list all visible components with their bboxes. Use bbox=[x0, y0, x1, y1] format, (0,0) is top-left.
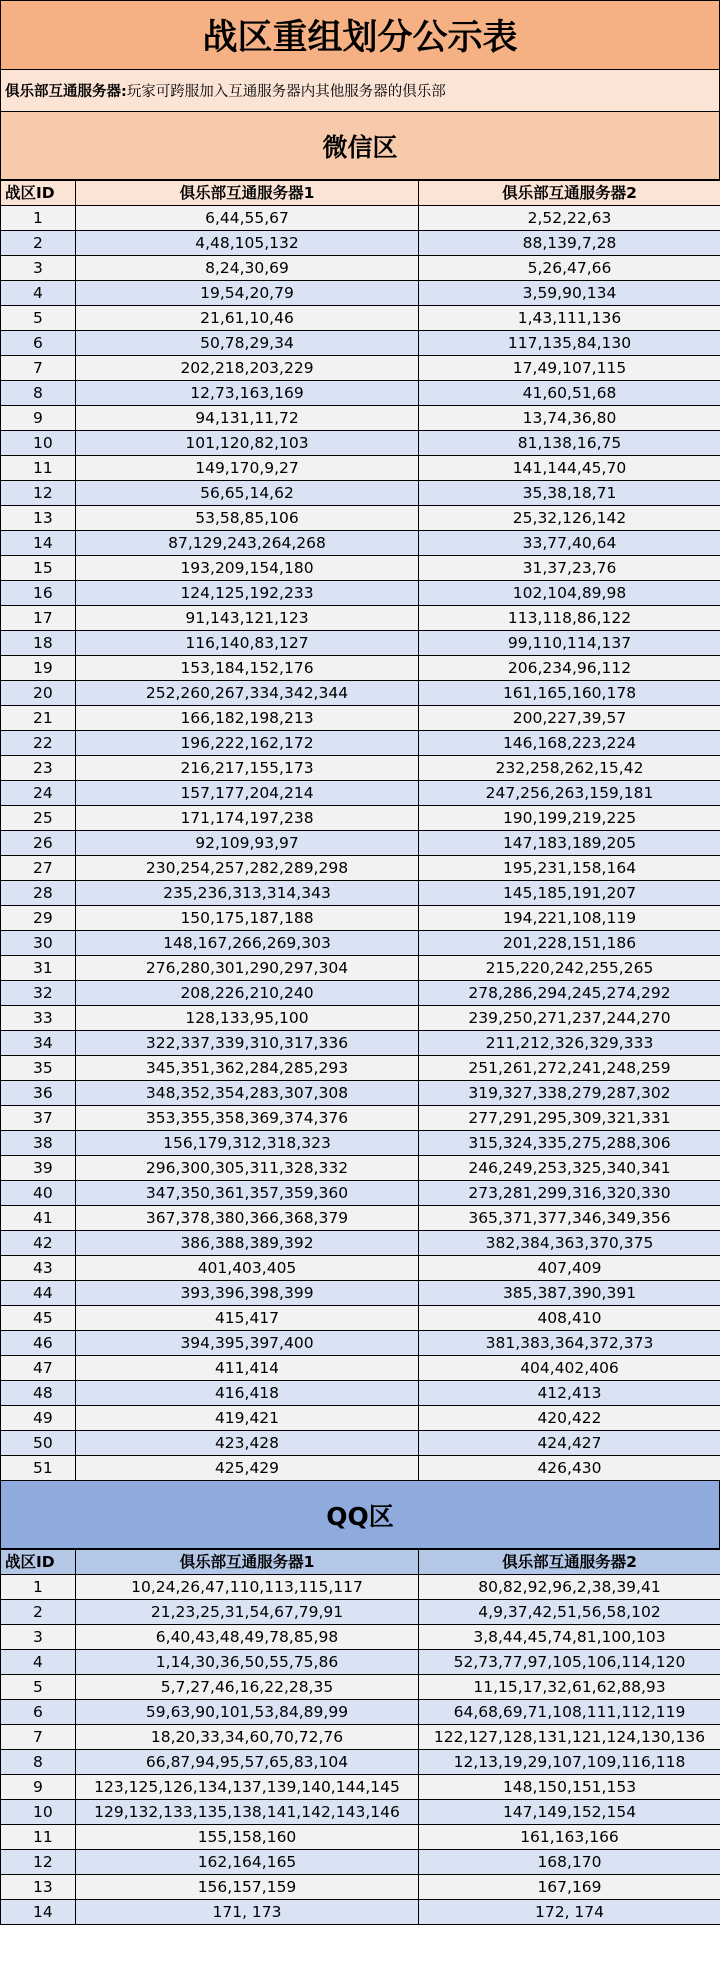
table-row bbox=[1, 1875, 720, 1900]
cell-zone-id: 10 bbox=[1, 1800, 76, 1825]
note-text: 玩家可跨服加入互通服务器内其他服务器的俱乐部 bbox=[126, 84, 446, 100]
table-row bbox=[1, 931, 720, 956]
cell-server-2: 404,402,406 bbox=[419, 1356, 720, 1381]
cell-server-2: 215,220,242,255,265 bbox=[419, 956, 720, 981]
cell-server-2: 145,185,191,207 bbox=[419, 881, 720, 906]
cell-server-2: 407,409 bbox=[419, 1256, 720, 1281]
cell-zone-id: 24 bbox=[1, 781, 76, 806]
table-row bbox=[1, 706, 720, 731]
cell-server-1: 18,20,33,34,60,70,72,76 bbox=[76, 1725, 419, 1750]
header-row bbox=[1, 1550, 720, 1575]
table-row bbox=[1, 281, 720, 306]
cell-server-1: 1,14,30,36,50,55,75,86 bbox=[76, 1650, 419, 1675]
cell-server-2: 420,422 bbox=[419, 1406, 720, 1431]
cell-server-2: 200,227,39,57 bbox=[419, 706, 720, 731]
cell-zone-id: 4 bbox=[1, 1650, 76, 1675]
table-row bbox=[1, 1131, 720, 1156]
cell-server-2: 12,13,19,29,107,109,116,118 bbox=[419, 1750, 720, 1775]
cell-server-2: 195,231,158,164 bbox=[419, 856, 720, 881]
cell-server-1: 87,129,243,264,268 bbox=[76, 531, 419, 556]
cell-server-1: 5,7,27,46,16,22,28,35 bbox=[76, 1675, 419, 1700]
cell-server-2: 161,165,160,178 bbox=[419, 681, 720, 706]
cell-server-1: 66,87,94,95,57,65,83,104 bbox=[76, 1750, 419, 1775]
cell-server-2: 426,430 bbox=[419, 1456, 720, 1481]
table-row bbox=[1, 1800, 720, 1825]
table-row bbox=[1, 1456, 720, 1481]
page-title: 战区重组划分公示表 bbox=[0, 0, 720, 70]
cell-server-1: 10,24,26,47,110,113,115,117 bbox=[76, 1575, 419, 1600]
cell-zone-id: 14 bbox=[1, 1900, 76, 1925]
cell-zone-id: 10 bbox=[1, 431, 76, 456]
cell-zone-id: 46 bbox=[1, 1331, 76, 1356]
table-row bbox=[1, 1850, 720, 1875]
cell-server-1: 171, 173 bbox=[76, 1900, 419, 1925]
cell-server-2: 52,73,77,97,105,106,114,120 bbox=[419, 1650, 720, 1675]
table-row bbox=[1, 656, 720, 681]
cell-server-2: 201,228,151,186 bbox=[419, 931, 720, 956]
cell-zone-id: 8 bbox=[1, 381, 76, 406]
cell-zone-id: 26 bbox=[1, 831, 76, 856]
cell-server-1: 276,280,301,290,297,304 bbox=[76, 956, 419, 981]
cell-server-2: 385,387,390,391 bbox=[419, 1281, 720, 1306]
cell-server-1: 393,396,398,399 bbox=[76, 1281, 419, 1306]
cell-server-1: 193,209,154,180 bbox=[76, 556, 419, 581]
cell-server-1: 216,217,155,173 bbox=[76, 756, 419, 781]
cell-server-1: 129,132,133,135,138,141,142,143,146 bbox=[76, 1800, 419, 1825]
cell-server-1: 156,157,159 bbox=[76, 1875, 419, 1900]
cell-zone-id: 5 bbox=[1, 1675, 76, 1700]
table-row bbox=[1, 1181, 720, 1206]
cell-server-2: 194,221,108,119 bbox=[419, 906, 720, 931]
cell-server-2: 11,15,17,32,61,62,88,93 bbox=[419, 1675, 720, 1700]
cell-server-1: 21,23,25,31,54,67,79,91 bbox=[76, 1600, 419, 1625]
cell-zone-id: 48 bbox=[1, 1381, 76, 1406]
cell-server-1: 8,24,30,69 bbox=[76, 256, 419, 281]
table-row bbox=[1, 1650, 720, 1675]
cell-zone-id: 18 bbox=[1, 631, 76, 656]
cell-server-2: 64,68,69,71,108,111,112,119 bbox=[419, 1700, 720, 1725]
table-row bbox=[1, 1725, 720, 1750]
cell-server-2: 1,43,111,136 bbox=[419, 306, 720, 331]
table-row bbox=[1, 481, 720, 506]
cell-zone-id: 3 bbox=[1, 1625, 76, 1650]
table-row bbox=[1, 1406, 720, 1431]
cell-zone-id: 9 bbox=[1, 1775, 76, 1800]
table-row bbox=[1, 1750, 720, 1775]
cell-server-1: 53,58,85,106 bbox=[76, 506, 419, 531]
cell-zone-id: 27 bbox=[1, 856, 76, 881]
table-row bbox=[1, 781, 720, 806]
table-row bbox=[1, 1700, 720, 1725]
cell-server-2: 315,324,335,275,288,306 bbox=[419, 1131, 720, 1156]
cell-server-2: 247,256,263,159,181 bbox=[419, 781, 720, 806]
cell-zone-id: 44 bbox=[1, 1281, 76, 1306]
cell-server-1: 50,78,29,34 bbox=[76, 331, 419, 356]
table-row bbox=[1, 631, 720, 656]
cell-server-1: 416,418 bbox=[76, 1381, 419, 1406]
cell-zone-id: 21 bbox=[1, 706, 76, 731]
header-server-1: 俱乐部互通服务器1 bbox=[76, 1550, 419, 1575]
cell-server-2: 146,168,223,224 bbox=[419, 731, 720, 756]
table-row bbox=[1, 1825, 720, 1850]
header-server-2: 俱乐部互通服务器2 bbox=[419, 1550, 720, 1575]
cell-server-2: 31,37,23,76 bbox=[419, 556, 720, 581]
table-row bbox=[1, 1231, 720, 1256]
table-row bbox=[1, 1625, 720, 1650]
cell-server-1: 101,120,82,103 bbox=[76, 431, 419, 456]
section-title-wechat: 微信区 bbox=[0, 112, 720, 180]
table-row bbox=[1, 331, 720, 356]
cell-zone-id: 22 bbox=[1, 731, 76, 756]
table-row bbox=[1, 1206, 720, 1231]
cell-server-1: 345,351,362,284,285,293 bbox=[76, 1056, 419, 1081]
cell-zone-id: 33 bbox=[1, 1006, 76, 1031]
section-title-qq: QQ区 bbox=[0, 1481, 720, 1549]
cell-server-2: 5,26,47,66 bbox=[419, 256, 720, 281]
cell-server-1: 367,378,380,366,368,379 bbox=[76, 1206, 419, 1231]
table-row bbox=[1, 756, 720, 781]
table-row bbox=[1, 1381, 720, 1406]
cell-zone-id: 23 bbox=[1, 756, 76, 781]
cell-zone-id: 2 bbox=[1, 1600, 76, 1625]
table-row bbox=[1, 906, 720, 931]
table-row bbox=[1, 806, 720, 831]
table-row bbox=[1, 731, 720, 756]
table-row bbox=[1, 1106, 720, 1131]
cell-zone-id: 9 bbox=[1, 406, 76, 431]
cell-zone-id: 34 bbox=[1, 1031, 76, 1056]
cell-zone-id: 40 bbox=[1, 1181, 76, 1206]
table-row bbox=[1, 981, 720, 1006]
cell-server-1: 94,131,11,72 bbox=[76, 406, 419, 431]
cell-zone-id: 6 bbox=[1, 331, 76, 356]
cell-zone-id: 31 bbox=[1, 956, 76, 981]
header-server-2: 俱乐部互通服务器2 bbox=[419, 181, 720, 206]
qq-table bbox=[0, 1549, 720, 1925]
cell-server-2: 3,8,44,45,74,81,100,103 bbox=[419, 1625, 720, 1650]
cell-server-2: 273,281,299,316,320,330 bbox=[419, 1181, 720, 1206]
cell-zone-id: 39 bbox=[1, 1156, 76, 1181]
cell-zone-id: 42 bbox=[1, 1231, 76, 1256]
cell-server-2: 412,413 bbox=[419, 1381, 720, 1406]
table-row bbox=[1, 1256, 720, 1281]
table-row bbox=[1, 556, 720, 581]
cell-server-2: 319,327,338,279,287,302 bbox=[419, 1081, 720, 1106]
cell-server-2: 147,149,152,154 bbox=[419, 1800, 720, 1825]
cell-server-2: 81,138,16,75 bbox=[419, 431, 720, 456]
header-zone-id: 战区ID bbox=[1, 1550, 76, 1575]
cell-server-2: 2,52,22,63 bbox=[419, 206, 720, 231]
cell-server-2: 206,234,96,112 bbox=[419, 656, 720, 681]
cell-zone-id: 38 bbox=[1, 1131, 76, 1156]
cell-zone-id: 12 bbox=[1, 1850, 76, 1875]
cell-zone-id: 47 bbox=[1, 1356, 76, 1381]
table-row bbox=[1, 1675, 720, 1700]
cell-server-1: 202,218,203,229 bbox=[76, 356, 419, 381]
cell-server-2: 161,163,166 bbox=[419, 1825, 720, 1850]
cell-zone-id: 5 bbox=[1, 306, 76, 331]
cell-server-2: 33,77,40,64 bbox=[419, 531, 720, 556]
cell-server-2: 113,118,86,122 bbox=[419, 606, 720, 631]
cell-server-1: 425,429 bbox=[76, 1456, 419, 1481]
table-row bbox=[1, 1031, 720, 1056]
cell-server-1: 162,164,165 bbox=[76, 1850, 419, 1875]
cell-server-2: 278,286,294,245,274,292 bbox=[419, 981, 720, 1006]
cell-server-1: 124,125,192,233 bbox=[76, 581, 419, 606]
cell-server-2: 167,169 bbox=[419, 1875, 720, 1900]
cell-zone-id: 17 bbox=[1, 606, 76, 631]
cell-server-2: 424,427 bbox=[419, 1431, 720, 1456]
cell-server-1: 6,40,43,48,49,78,85,98 bbox=[76, 1625, 419, 1650]
cell-zone-id: 4 bbox=[1, 281, 76, 306]
cell-server-2: 277,291,295,309,321,331 bbox=[419, 1106, 720, 1131]
cell-server-1: 156,179,312,318,323 bbox=[76, 1131, 419, 1156]
header-row bbox=[1, 181, 720, 206]
cell-server-1: 123,125,126,134,137,139,140,144,145 bbox=[76, 1775, 419, 1800]
cell-server-1: 56,65,14,62 bbox=[76, 481, 419, 506]
cell-server-1: 148,167,266,269,303 bbox=[76, 931, 419, 956]
cell-server-2: 88,139,7,28 bbox=[419, 231, 720, 256]
cell-zone-id: 7 bbox=[1, 356, 76, 381]
cell-server-1: 171,174,197,238 bbox=[76, 806, 419, 831]
table-row bbox=[1, 1006, 720, 1031]
table-row bbox=[1, 256, 720, 281]
cell-server-2: 190,199,219,225 bbox=[419, 806, 720, 831]
cell-zone-id: 20 bbox=[1, 681, 76, 706]
cell-server-1: 252,260,267,334,342,344 bbox=[76, 681, 419, 706]
cell-server-2: 382,384,363,370,375 bbox=[419, 1231, 720, 1256]
table-row bbox=[1, 581, 720, 606]
cell-server-2: 408,410 bbox=[419, 1306, 720, 1331]
cell-zone-id: 11 bbox=[1, 456, 76, 481]
cell-server-1: 21,61,10,46 bbox=[76, 306, 419, 331]
cell-server-2: 246,249,253,325,340,341 bbox=[419, 1156, 720, 1181]
cell-server-1: 348,352,354,283,307,308 bbox=[76, 1081, 419, 1106]
cell-zone-id: 19 bbox=[1, 656, 76, 681]
table-row bbox=[1, 1281, 720, 1306]
cell-server-1: 419,421 bbox=[76, 1406, 419, 1431]
wechat-table bbox=[0, 180, 720, 1481]
cell-server-2: 102,104,89,98 bbox=[419, 581, 720, 606]
cell-zone-id: 28 bbox=[1, 881, 76, 906]
cell-server-1: 394,395,397,400 bbox=[76, 1331, 419, 1356]
cell-server-1: 353,355,358,369,374,376 bbox=[76, 1106, 419, 1131]
table-row bbox=[1, 1900, 720, 1925]
table-row bbox=[1, 1775, 720, 1800]
cell-server-2: 141,144,45,70 bbox=[419, 456, 720, 481]
cell-zone-id: 32 bbox=[1, 981, 76, 1006]
cell-zone-id: 36 bbox=[1, 1081, 76, 1106]
table-row bbox=[1, 881, 720, 906]
cell-server-2: 251,261,272,241,248,259 bbox=[419, 1056, 720, 1081]
cell-server-1: 166,182,198,213 bbox=[76, 706, 419, 731]
cell-zone-id: 8 bbox=[1, 1750, 76, 1775]
cell-zone-id: 6 bbox=[1, 1700, 76, 1725]
cell-server-2: 3,59,90,134 bbox=[419, 281, 720, 306]
cell-server-2: 99,110,114,137 bbox=[419, 631, 720, 656]
cell-zone-id: 45 bbox=[1, 1306, 76, 1331]
cell-zone-id: 35 bbox=[1, 1056, 76, 1081]
table-row bbox=[1, 1056, 720, 1081]
cell-server-2: 148,150,151,153 bbox=[419, 1775, 720, 1800]
cell-server-2: 80,82,92,96,2,38,39,41 bbox=[419, 1575, 720, 1600]
cell-zone-id: 51 bbox=[1, 1456, 76, 1481]
table-row bbox=[1, 1356, 720, 1381]
cell-server-1: 415,417 bbox=[76, 1306, 419, 1331]
cell-server-2: 172, 174 bbox=[419, 1900, 720, 1925]
header-zone-id: 战区ID bbox=[1, 181, 76, 206]
table-row bbox=[1, 1306, 720, 1331]
cell-server-1: 235,236,313,314,343 bbox=[76, 881, 419, 906]
cell-server-2: 4,9,37,42,51,56,58,102 bbox=[419, 1600, 720, 1625]
cell-zone-id: 3 bbox=[1, 256, 76, 281]
cell-server-1: 4,48,105,132 bbox=[76, 231, 419, 256]
table-row bbox=[1, 956, 720, 981]
cell-server-1: 411,414 bbox=[76, 1356, 419, 1381]
cell-server-1: 208,226,210,240 bbox=[76, 981, 419, 1006]
note-label: 俱乐部互通服务器: bbox=[5, 84, 127, 100]
cell-server-1: 322,337,339,310,317,336 bbox=[76, 1031, 419, 1056]
cell-zone-id: 2 bbox=[1, 231, 76, 256]
table-row bbox=[1, 506, 720, 531]
cell-server-1: 150,175,187,188 bbox=[76, 906, 419, 931]
cell-server-1: 59,63,90,101,53,84,89,99 bbox=[76, 1700, 419, 1725]
cell-zone-id: 13 bbox=[1, 1875, 76, 1900]
cell-server-2: 122,127,128,131,121,124,130,136 bbox=[419, 1725, 720, 1750]
cell-server-2: 13,74,36,80 bbox=[419, 406, 720, 431]
cell-server-1: 6,44,55,67 bbox=[76, 206, 419, 231]
cell-zone-id: 30 bbox=[1, 931, 76, 956]
table-row bbox=[1, 531, 720, 556]
cell-server-1: 347,350,361,357,359,360 bbox=[76, 1181, 419, 1206]
cell-server-1: 423,428 bbox=[76, 1431, 419, 1456]
cell-server-1: 91,143,121,123 bbox=[76, 606, 419, 631]
cell-server-2: 35,38,18,71 bbox=[419, 481, 720, 506]
cell-server-2: 168,170 bbox=[419, 1850, 720, 1875]
cell-server-1: 157,177,204,214 bbox=[76, 781, 419, 806]
table-row bbox=[1, 1081, 720, 1106]
table-row bbox=[1, 606, 720, 631]
cell-zone-id: 7 bbox=[1, 1725, 76, 1750]
cell-zone-id: 25 bbox=[1, 806, 76, 831]
table-row bbox=[1, 456, 720, 481]
cell-server-1: 296,300,305,311,328,332 bbox=[76, 1156, 419, 1181]
cell-zone-id: 1 bbox=[1, 206, 76, 231]
table-row bbox=[1, 1331, 720, 1356]
table-row bbox=[1, 856, 720, 881]
cell-server-2: 232,258,262,15,42 bbox=[419, 756, 720, 781]
table-row bbox=[1, 406, 720, 431]
cell-server-2: 365,371,377,346,349,356 bbox=[419, 1206, 720, 1231]
cell-server-1: 128,133,95,100 bbox=[76, 1006, 419, 1031]
cell-zone-id: 16 bbox=[1, 581, 76, 606]
table-row bbox=[1, 1600, 720, 1625]
header-server-1: 俱乐部互通服务器1 bbox=[76, 181, 419, 206]
cell-zone-id: 41 bbox=[1, 1206, 76, 1231]
cell-zone-id: 43 bbox=[1, 1256, 76, 1281]
cell-server-1: 386,388,389,392 bbox=[76, 1231, 419, 1256]
cell-zone-id: 29 bbox=[1, 906, 76, 931]
cell-server-2: 147,183,189,205 bbox=[419, 831, 720, 856]
cell-server-1: 196,222,162,172 bbox=[76, 731, 419, 756]
cell-server-1: 149,170,9,27 bbox=[76, 456, 419, 481]
cell-zone-id: 15 bbox=[1, 556, 76, 581]
cell-server-2: 239,250,271,237,244,270 bbox=[419, 1006, 720, 1031]
cell-zone-id: 49 bbox=[1, 1406, 76, 1431]
cell-server-2: 41,60,51,68 bbox=[419, 381, 720, 406]
table-row bbox=[1, 1575, 720, 1600]
table-row bbox=[1, 231, 720, 256]
cell-server-1: 12,73,163,169 bbox=[76, 381, 419, 406]
cell-zone-id: 1 bbox=[1, 1575, 76, 1600]
cell-server-1: 230,254,257,282,289,298 bbox=[76, 856, 419, 881]
table-row bbox=[1, 356, 720, 381]
cell-zone-id: 14 bbox=[1, 531, 76, 556]
cell-server-1: 155,158,160 bbox=[76, 1825, 419, 1850]
note-row bbox=[0, 70, 720, 112]
table-row bbox=[1, 381, 720, 406]
cell-server-1: 401,403,405 bbox=[76, 1256, 419, 1281]
cell-zone-id: 50 bbox=[1, 1431, 76, 1456]
table-row bbox=[1, 831, 720, 856]
table-row bbox=[1, 1431, 720, 1456]
cell-server-1: 19,54,20,79 bbox=[76, 281, 419, 306]
cell-server-2: 25,32,126,142 bbox=[419, 506, 720, 531]
cell-zone-id: 37 bbox=[1, 1106, 76, 1131]
table-row bbox=[1, 431, 720, 456]
cell-server-1: 92,109,93,97 bbox=[76, 831, 419, 856]
table-row bbox=[1, 306, 720, 331]
cell-server-1: 116,140,83,127 bbox=[76, 631, 419, 656]
cell-zone-id: 13 bbox=[1, 506, 76, 531]
table-row bbox=[1, 681, 720, 706]
cell-zone-id: 11 bbox=[1, 1825, 76, 1850]
cell-server-2: 17,49,107,115 bbox=[419, 356, 720, 381]
cell-server-2: 211,212,326,329,333 bbox=[419, 1031, 720, 1056]
cell-zone-id: 12 bbox=[1, 481, 76, 506]
cell-server-2: 381,383,364,372,373 bbox=[419, 1331, 720, 1356]
cell-server-2: 117,135,84,130 bbox=[419, 331, 720, 356]
table-row bbox=[1, 206, 720, 231]
cell-server-1: 153,184,152,176 bbox=[76, 656, 419, 681]
table-row bbox=[1, 1156, 720, 1181]
